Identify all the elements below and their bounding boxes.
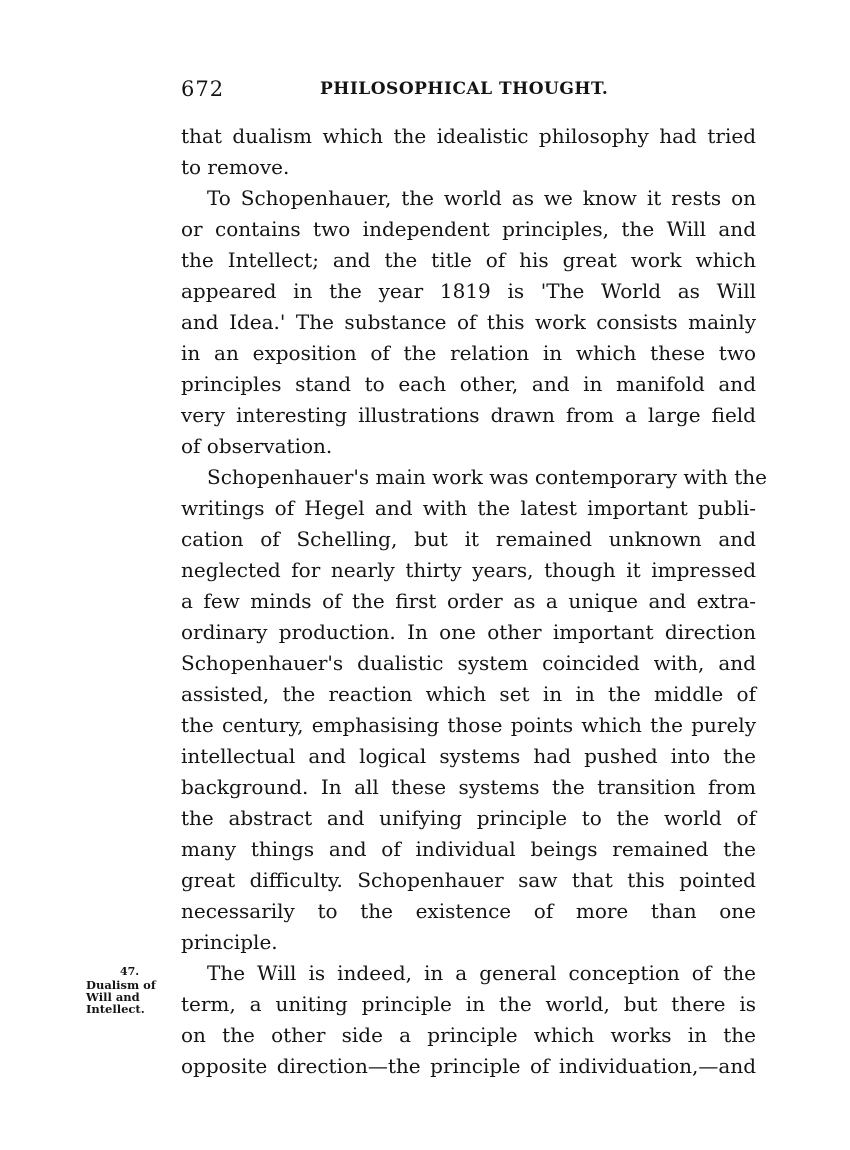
text-line: to remove. xyxy=(181,155,290,179)
text-line: of observation. xyxy=(181,434,333,458)
text-line: Schopenhauer's dualistic system coincided with, and xyxy=(181,651,756,675)
text-line: principle. xyxy=(181,930,278,954)
text-line: the century, emphasising those points which the purely xyxy=(181,713,756,737)
text-line: or contains two independent principles, the Will and xyxy=(181,217,756,241)
text-line: cation of Schelling, but it remained unknown and xyxy=(181,527,756,551)
text-line: on the other side a principle which works in the xyxy=(181,1023,756,1047)
margin-note-line: Dualism of xyxy=(86,978,156,992)
text-line: background. In all these systems the transition from xyxy=(181,775,756,799)
body-text xyxy=(181,121,767,1082)
text-line: great difficulty. Schopenhauer saw that this pointed xyxy=(181,868,756,892)
text-line: that dualism which the idealistic philosophy had tried xyxy=(181,124,756,148)
text-line: a few minds of the first order as a unique and extra- xyxy=(181,589,756,613)
text-line: writings of Hegel and with the latest important publi- xyxy=(181,496,756,520)
text-line: assisted, the reaction which set in in the middle of xyxy=(181,682,756,706)
margin-note-line: Will and xyxy=(86,990,140,1004)
text-line: intellectual and logical systems had pushed into the xyxy=(181,744,756,768)
text-line: necessarily to the existence of more than one xyxy=(181,899,756,923)
text-line: The Will is indeed, in a general conception of the xyxy=(207,961,756,985)
text-line: in an exposition of the relation in which these two xyxy=(181,341,756,365)
text-line: term, a uniting principle in the world, but there is xyxy=(181,992,756,1016)
text-line: the Intellect; and the title of his great work which xyxy=(181,248,756,272)
text-line: Schopenhauer's main work was contemporary with the xyxy=(207,465,767,489)
text-line: opposite direction—the principle of individuation,—and xyxy=(181,1054,756,1078)
text-line: ordinary production. In one other important direction xyxy=(181,620,756,644)
running-head: PHILOSOPHICAL THOUGHT. xyxy=(320,79,609,99)
text-line: neglected for nearly thirty years, though it impressed xyxy=(181,558,756,582)
text-line: and Idea.' The substance of this work consists mainly xyxy=(181,310,756,334)
text-line: many things and of individual beings remained the xyxy=(181,837,756,861)
text-line: the abstract and unifying principle to the world of xyxy=(181,806,756,830)
text-line: principles stand to each other, and in manifold and xyxy=(181,372,756,396)
page-number: 672 xyxy=(181,77,225,101)
margin-note-number: 47. xyxy=(120,965,140,978)
margin-note-line: Intellect. xyxy=(86,1002,145,1016)
margin-note xyxy=(86,966,166,1015)
text-line: very interesting illustrations drawn from a large field xyxy=(181,403,756,427)
text-line: To Schopenhauer, the world as we know it rests on xyxy=(207,186,756,210)
text-line: appeared in the year 1819 is 'The World as Will xyxy=(181,279,756,303)
